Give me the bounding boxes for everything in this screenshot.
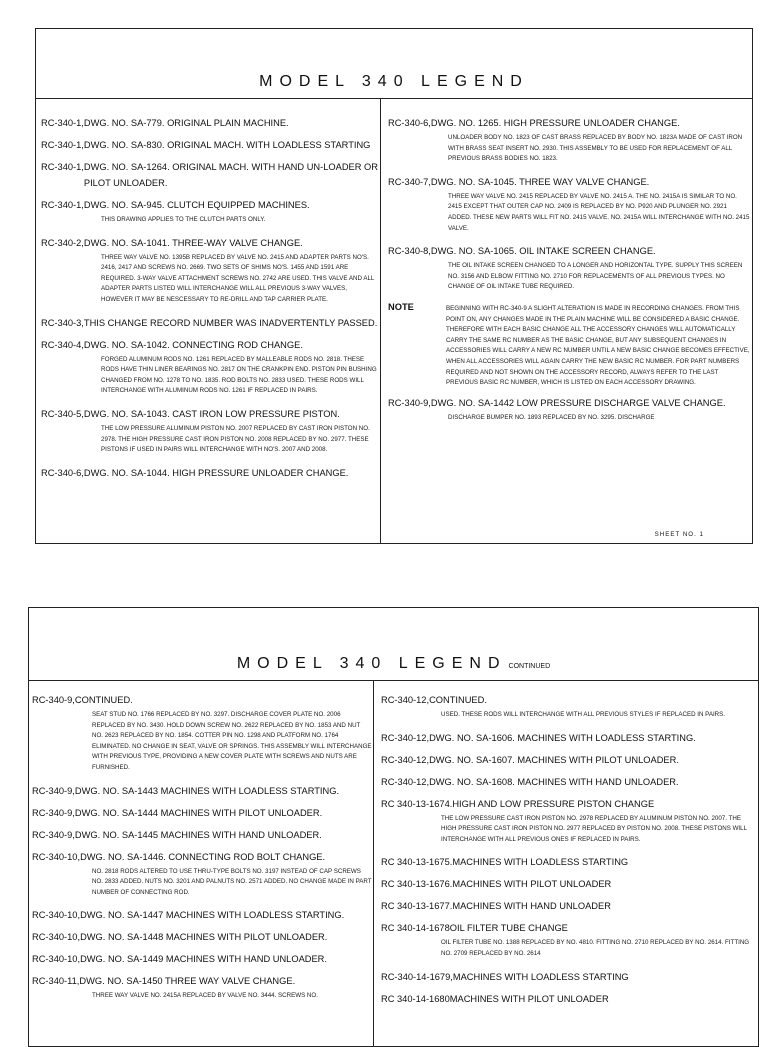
column-divider [380,98,381,543]
legend-entry [32,692,372,774]
entry-title: DWG. NO. SA-1445 MACHINES WITH HAND UNLOADER. [74,829,322,840]
entry-heading [41,315,379,331]
legend-entry [32,929,372,945]
entry-code: RC-340-1, [41,162,84,172]
entry-title: MACHINES WITH LOADLESS STARTING [452,971,629,982]
legend-entry [41,137,379,153]
entry-code: RC-340-9, [32,695,75,705]
entry-heading [41,235,379,251]
entry-heading [32,805,372,821]
note-block [388,302,750,389]
legend-entry [32,827,372,843]
entry-heading [388,395,750,411]
entry-code: RC-340-10, [32,954,81,965]
entry-title: DWG. NO. SA-1606. MACHINES WITH LOADLESS STARTING. [429,732,696,743]
entry-code: RC-340-5, [41,408,84,419]
entry-body: DISCHARGE BUMPER NO. 1893 REPLACED BY NO. 3295. DISCHARGE [448,413,655,421]
entry-title: DWG. NO. SA-1041. THREE-WAY VALVE CHANGE. [83,237,303,248]
entry-heading [41,197,379,213]
legend-entry [381,991,757,1007]
entry-title: MACHINES WITH HAND UNLOADER [452,901,611,912]
entry-title: DWG. NO. SA-1065. OIL INTAKE SCREEN CHANGE. [430,246,656,257]
legend-entry [41,115,379,131]
entry-title: MACHINES WITH PILOT UNLOADER [449,993,609,1004]
entry-code: RC-340-8, [388,246,431,257]
entry-title: DWG. NO. SA-1442 LOW PRESSURE DISCHARGE VALVE CHANGE. [430,397,726,408]
entry-code: RC-340-3, [41,317,84,328]
entry-title: DWG. NO. SA-1264. ORIGINAL MACH. WITH HAND UN-LOADER OR PILOT UNLOADER. [83,162,378,188]
entry-code: RC-340-9, [32,829,75,840]
entry-body: USED. THESE RODS WILL INTERCHANGE WITH ALL PREVIOUS STYLES IF REPLACED IN PAIRS. [441,711,725,718]
entry-title: DWG. NO. SA-1443 MACHINES WITH LOADLESS STARTING. [74,785,340,796]
entry-title: DWG. NO. SA-1448 MACHINES WITH PILOT UNLOADER. [80,932,328,943]
entry-title: DWG. NO. SA-1608. MACHINES WITH HAND UNLOADER. [429,776,679,787]
legend-entry [388,395,750,424]
entry-code: RC 340-14-1678 [381,923,450,934]
entry-title: DWG. NO. SA-1444 MACHINES WITH PILOT UNLOADER. [74,807,323,818]
legend-entry [388,243,750,293]
entry-heading [381,876,757,892]
entry-body: UNLOADER BODY NO. 1823 OF CAST BRASS REPLACED BY BODY NO. 1823A MADE OF CAST IRON WITH BRASS SEAT INSERT NO. 2930. THIS ASSEMBLY TO BE USED FOR REPLACEMENT OF ALL PREVIOUS BRASS BODIES NO. 1823. [448,134,743,163]
entry-code: RC-340-11, [32,976,80,987]
legend-entry [381,774,757,790]
entry-code: RC-340-2, [41,237,84,248]
entry-code: RC-340-12, [381,732,430,743]
legend-entry [381,730,757,746]
entry-title: CONTINUED. [74,695,133,705]
legend-entry [41,465,379,481]
entry-heading [32,692,372,708]
entry-body: NO. 2818 RODS ALTERED TO USE THRU-TYPE BOLTS NO. 3197 INSTEAD OF CAP SCREWS NO. 2833 ADDED. NUTS NO. 3201 AND PALNUTS NO. 2571 ADDED. NO CHANGE MADE IN PART NUMBER OF CONNECTING ROD. [92,867,372,896]
legend-entry [381,898,757,914]
entry-heading [381,730,757,746]
entry-title: DWG. NO. SA-1449 MACHINES WITH HAND UNLOADER. [80,954,327,965]
entry-body: THE LOW PRESSURE ALUMINUM PISTON NO. 2007 REPLACED BY CAST IRON PISTON NO. 2978. THE HIGH PRESSURE CAST IRON PISTON NO. 2008 REPLACED BY NO. 2977. THESE PISTONS IF USED IN PAIRS WILL INTERCHANGE WITH NO'S. 2007 AND 2008. [101,424,370,454]
legend-sheet-2 [28,607,759,1047]
legend-entry [32,951,372,967]
entry-heading [388,174,750,190]
legend-entry [32,973,372,1002]
entry-heading [381,796,757,812]
entry-title: MACHINES WITH LOADLESS STARTING [452,857,629,868]
entry-title: DWG. NO. SA-1043. CAST IRON LOW PRESSURE PISTON. [83,408,340,419]
entry-title: DWG. NO. SA-1607. MACHINES WITH PILOT UNLOADER. [429,754,679,765]
entry-code: RC-340-1, [41,140,84,150]
entry-heading [41,159,379,191]
legend-entry [381,796,757,846]
entry-code: RC 340-13-1677. [381,901,453,912]
title-divider [29,680,758,681]
entry-title: CONTINUED. [429,695,487,705]
entry-heading [381,774,757,790]
entry-code: RC-340-4, [41,339,84,350]
entry-title: THIS CHANGE RECORD NUMBER WAS INADVERTENTLY PASSED. [83,317,378,328]
entry-title: DWG. NO. SA-1447 MACHINES WITH LOADLESS STARTING. [80,910,345,921]
entry-heading [41,406,379,422]
entry-heading [32,951,372,967]
entry-body: THE OIL INTAKE SCREEN CHANGED TO A LONGER AND HORIZONTAL TYPE. SUPPLY THIS SCREEN NO. 3156 AND ELBOW FITTING NO. 2710 FOR REPLACEMENTS OF ALL PREVIOUS TYPES. NO CHANGE OF OIL INTAKE TUBE REQUIRED. [448,262,743,291]
entry-body: THE LOW PRESSURE CAST IRON PISTON NO. 2978 REPLACED BY ALUMINUM PISTON NO. 2007. THE HIGH PRESSURE CAST IRON PISTON NO. 2977 REPLACED BY PISTON NO. 2008. THESE PISTONS WILL INTERCHANGE WITH ALL PREVIOUS ONES IF REPLACED IN PAIRS. [441,814,747,843]
entry-heading [41,465,379,481]
entry-title: HIGH AND LOW PRESSURE PISTON CHANGE [452,798,655,809]
entry-title: DWG. NO. SA-1042. CONNECTING ROD CHANGE. [83,339,303,350]
title-divider [36,98,752,99]
legend-entry [41,315,379,331]
legend-entry [32,783,372,799]
legend-entry [41,197,379,226]
sheet-1-title [36,73,752,91]
legend-entry [381,854,757,870]
entry-heading [381,991,757,1007]
entry-code: RC 340-13-1676. [381,879,453,890]
entry-body: THREE WAY VALVE NO. 1395B REPLACED BY VALVE NO. 2415 AND ADAPTER PARTS NO'S. 2416, 2417 AND SCREWS NO. 2669. TWO SETS OF SHIMS NO'S. 1455 AND 1591 ARE REQUIRED. 3-WAY VALVE ATTACHMENT SCREWS NO. 2742 ARE USED. THIS VALVE AND ALL ADAPTER PARTS LISTED WILL INTERCHANGE WILL ALL PREVIOUS 3-WAY VALVES, HOWEVER IT MAY BE NESCESSARY TO RE-DRILL AND TAP CARRIER PLATE. [101,253,375,303]
entry-title: MACHINES WITH PILOT UNLOADER [452,879,612,890]
entry-code: RC-340-6, [41,467,84,478]
entry-heading [41,115,379,131]
sheet-1-right-column [388,115,750,432]
entry-body: FORGED ALUMINUM RODS NO. 1261 REPLACED BY MALLEABLE RODS NO. 2818. THESE RODS HAVE THIN LINER BEARINGS NO. 2817 ON THE CRANKPIN END. PISTON PIN BUSHING CHANGED FROM NO. 1278 TO NO. 1835. ROD BOLTS NO. 2833 USED. THESE RODS WILL INTERCHANGE WITH ALUMINUM RODS NO. 1261 IF REPLACED IN PAIRS. [101,355,377,395]
entry-code: RC 340-14-1680 [381,993,450,1004]
entry-code: RC-340-12, [381,695,430,705]
entry-title: DWG. NO. SA-779. ORIGINAL PLAIN MACHINE. [83,118,289,128]
entry-code: RC-340-7, [388,176,431,187]
entry-code: RC-340-14-1679, [381,971,453,982]
sheet-2-title-text: MODEL 340 LEGEND [236,655,507,672]
entry-title: DWG. NO. SA-1450 THREE WAY VALVE CHANGE. [79,976,296,987]
entry-heading [381,920,757,936]
entry-heading [32,907,372,923]
entry-title: DWG. NO. SA-1446. CONNECTING ROD BOLT CHANGE. [80,851,326,862]
sheet-1-left-column [41,115,379,487]
entry-body: THREE WAY VALVE NO. 2415 REPLACED BY VALVE NO. 2415 A. THE NO. 2415A IS SIMILAR TO NO. 2415 EXCEPT THAT OUTER CAP NO. 2409 IS REPLACED BY NO. P920 AND PLUNGER NO. 2921 ADDED. THESE NEW PARTS WILL FIT NO. 2415 VALVE. NO. 2415A WILL INTERCHANGE WITH NO. 2415 VALVE. [448,192,750,232]
entry-title: OIL FILTER TUBE CHANGE [449,923,568,934]
note-label: NOTE [388,301,414,312]
legend-entry [41,235,379,306]
entry-heading [32,849,372,865]
sheet-2-right-column [381,692,757,1013]
legend-entry [32,805,372,821]
entry-code: RC-340-9, [388,397,431,408]
sheet-1-right-entries [388,115,750,293]
legend-entry [388,174,750,234]
title-suffix: CONTINUED [508,663,551,670]
legend-entry [32,907,372,923]
entry-code: RC-340-1, [41,118,84,128]
entry-heading [41,337,379,353]
sheet-2-title [29,655,758,673]
entry-heading [381,898,757,914]
entry-title: DWG. NO. SA-1045. THREE WAY VALVE CHANGE. [430,176,650,187]
legend-entry [41,337,379,397]
entry-title: DWG. NO. SA-830. ORIGINAL MACH. WITH LOADLESS STARTING [83,140,371,150]
entry-code: RC-340-12, [381,754,430,765]
entry-heading [381,692,757,708]
entry-code: RC-340-9, [32,807,75,818]
sheet-1-title-text: MODEL 340 LEGEND [259,73,529,90]
entry-heading [32,929,372,945]
entry-body: THREE WAY VALVE NO. 2415A REPLACED BY VALVE NO. 3444. SCREWS NO. [92,992,318,1000]
sheet-2-left-column [32,692,372,1011]
entry-code: RC 340-13-1675. [381,857,453,868]
legend-entry [41,406,379,456]
entry-heading [32,973,372,989]
legend-entry [381,920,757,959]
entry-heading [32,783,372,799]
entry-code: RC-340-1, [41,200,84,210]
entry-code: RC-340-6, [388,118,431,128]
entry-title: DWG. NO. SA-1044. HIGH PRESSURE UNLOADER CHANGE. [83,467,349,478]
entry-body: SEAT STUD NO. 1766 REPLACED BY NO. 3297. DISCHARGE COVER PLATE NO. 2006 REPLACED BY NO. 3430. HOLD DOWN SCREW NO. 2622 REPLACED BY NO. 1853 AND NUT NO. 2623 REPLACED BY NO. 1854. COTTER PIN NO. 1298 AND PLATFORM NO. 1764 ELIMINATED. NO CHANGE IN SEAT, VALVE OR SPRINGS. THIS ASSEMBLY WILL INTERCHANGE WITH PREVIOUS TYPE, PROVIDING A NEW COVER PLATE WITH SCREWS AND NUTS ARE FURNISHED. [92,711,372,771]
entry-title: DWG. NO. 1265. HIGH PRESSURE UNLOADER CHANGE. [430,118,680,128]
entry-body: THIS DRAWING APPLIES TO THE CLUTCH PARTS ONLY. [101,216,266,223]
legend-entry [381,752,757,768]
entry-heading [381,969,757,985]
legend-entry [381,969,757,985]
entry-code: RC-340-12, [381,776,430,787]
entry-code: RC-340-9, [32,785,75,796]
legend-sheet-1 [35,28,753,544]
entry-title: DWG. NO. SA-945. CLUTCH EQUIPPED MACHINES. [83,200,310,210]
entry-heading [32,827,372,843]
entry-heading [381,752,757,768]
entry-code: RC-340-10, [32,910,81,921]
legend-entry [41,159,379,191]
entry-heading [381,854,757,870]
legend-entry [32,849,372,899]
column-divider [373,680,374,1046]
entry-heading [41,137,379,153]
entry-heading [388,115,750,131]
legend-entry [388,115,750,165]
entry-code: RC-340-10, [32,932,81,943]
legend-entry [381,692,757,721]
note-body: BEGINNING WITH RC-340-9 A SLIGHT ALTERATION IS MADE IN RECORDING CHANGES. FROM THIS POINT ON, ANY CHANGES MADE IN THE PLAIN MACHINE WILL BE CONSIDERED A BASIC CHANGE. THEREFORE WITH EACH BASIC CHANGE ALL THE ACCESSORY CHANGES WILL AUTOMATICALLY CARRY THE SAME RC NUMBER AS THE BASIC CHANGE, BUT ANY SUBSEQUENT CHANGES IN ACCESSORIES WILL CARRY A NEW RC NUMBER UNTIL A NEW BASIC CHANGE BECOMES EFFECTIVE, WHEN ALL ACCESSORIES WILL AGAIN CARRY THE NEW BASIC RC NUMBER. FOR PART NUMBERS REQUIRED AND NOT SHOWN ON THE ACCESSORY RECORD, ALWAYS REFER TO THE LAST PREVIOUS BASIC RC NUMBER, WHICH IS LISTED ON EACH ACCESSORY DRAWING. [446,304,750,387]
entry-body: OIL FILTER TUBE NO. 1388 REPLACED BY NO. 4810. FITTING NO. 2710 REPLACED BY NO. 2614. FITTING NO. 2709 REPLACED BY NO. 2614 [441,939,750,957]
entry-code: RC 340-13-1674. [381,798,453,809]
entry-code: RC-340-10, [32,851,81,862]
entry-heading [388,243,750,259]
legend-entry [381,876,757,892]
sheet-number: SHEET NO. 1 [654,531,704,538]
